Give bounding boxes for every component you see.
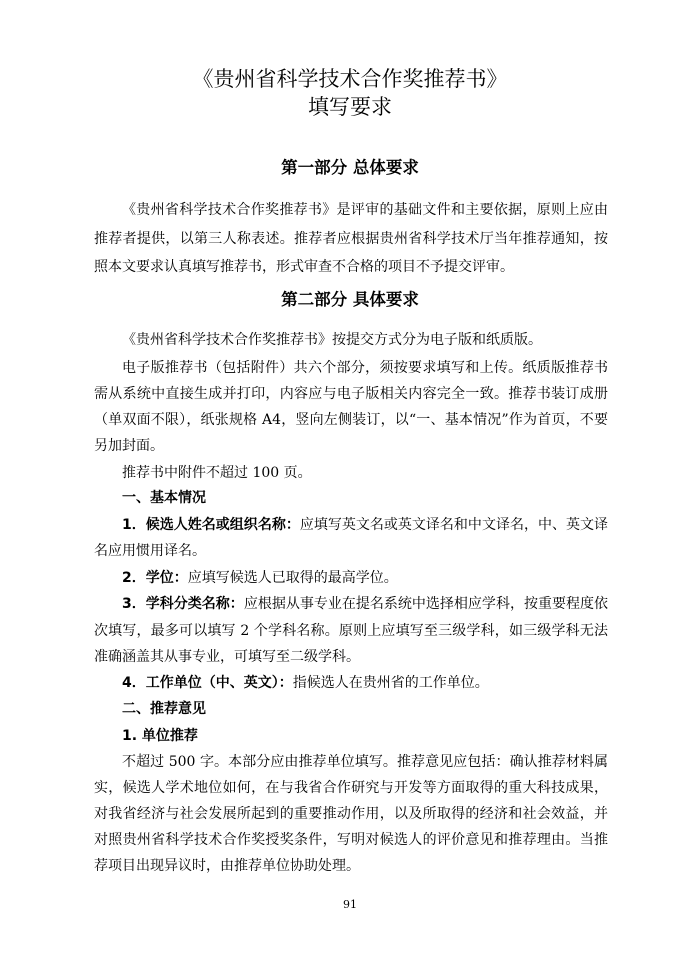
item1-text: 应填写英文名或英文译名和中文译名，中、英文译 [299, 517, 608, 533]
recommendation-paragraph-line: 对我省经济与社会发展所起到的重要推动作用，以及所取得的经济和社会效益，并 [94, 806, 608, 822]
item3-continuation: 次填写，最多可以填写 2 个学科名称。原则上应填写至三级学科，如三级学科无法 [94, 623, 608, 639]
item3-line [122, 594, 608, 614]
recommendation-paragraph-line: 荐项目出现异议时，由推荐单位协助处理。 [94, 858, 360, 874]
section1-heading: 一、基本情况 [122, 490, 206, 506]
item1-label: 1．候选人姓名或组织名称： [122, 517, 300, 533]
item2-label: 2．学位： [122, 570, 188, 586]
part1-paragraph-line: 照本文要求认真填写推荐书，形式审查不合格的项目不予提交评审。 [94, 259, 514, 275]
electronic-paragraph-line: 电子版推荐书（包括附件）共六个部分，须按要求填写和上传。纸质版推荐书 [122, 360, 608, 376]
item2-text: 应填写候选人已取得的最高学位。 [187, 570, 398, 586]
recommendation-paragraph-line: 实，候选人学术地位如何，在与我省合作研究与开发等方面取得的重大科技成果， [94, 780, 608, 796]
section2-heading: 二、推荐意见 [122, 701, 206, 717]
page-number: 91 [343, 898, 357, 911]
part1-paragraph-line: 推荐者提供，以第三人称表述。推荐者应根据贵州省科学技术厅当年推荐通知，按 [94, 231, 608, 247]
item3-text: 应根据从事专业在提名系统中选择相应学科，按重要程度依 [243, 596, 608, 612]
item4-label: 4．工作单位（中、英文）： [122, 675, 293, 691]
item4-text: 指候选人在贵州省的工作单位。 [292, 675, 489, 691]
part1-paragraph-line: 《贵州省科学技术合作奖推荐书》是评审的基础文件和主要依据，原则上应由 [122, 202, 608, 218]
item3-continuation: 准确涵盖其从事专业，可填写至二级学科。 [94, 649, 360, 665]
item1-line [122, 515, 608, 535]
recommendation-paragraph-line: 对照贵州省科学技术合作奖授奖条件，写明对候选人的评价意见和推荐理由。当推 [94, 832, 608, 848]
part2-heading: 第二部分 具体要求 [281, 290, 419, 309]
item4-line [122, 673, 608, 693]
electronic-paragraph-line: 另加封面。 [94, 438, 164, 454]
attachment-limit-line: 推荐书中附件不超过 100 页。 [122, 465, 312, 481]
part1-heading: 第一部分 总体要求 [281, 158, 419, 177]
subsection1-heading: 1. 单位推荐 [122, 728, 198, 744]
item3-label: 3．学科分类名称： [122, 596, 244, 612]
document-subtitle: 填写要求 [308, 95, 392, 119]
electronic-paragraph-line: 需从系统中直接生成并打印，内容应与电子版相关内容完全一致。推荐书装订成册 [94, 386, 608, 402]
electronic-paragraph-line: （单双面不限），纸张规格 A4，竖向左侧装订，以“一、基本情况”作为首页，不要 [94, 412, 608, 428]
item2-line [122, 568, 608, 588]
recommendation-paragraph-line: 不超过 500 字。本部分应由推荐单位填写。推荐意见应包括：确认推荐材料属 [122, 754, 608, 770]
part2-intro-line: 《贵州省科学技术合作奖推荐书》按提交方式分为电子版和纸质版。 [122, 332, 542, 348]
document-title: 《贵州省科学技术合作奖推荐书》 [192, 67, 508, 91]
item1-continuation: 名应用惯用译名。 [94, 543, 206, 559]
